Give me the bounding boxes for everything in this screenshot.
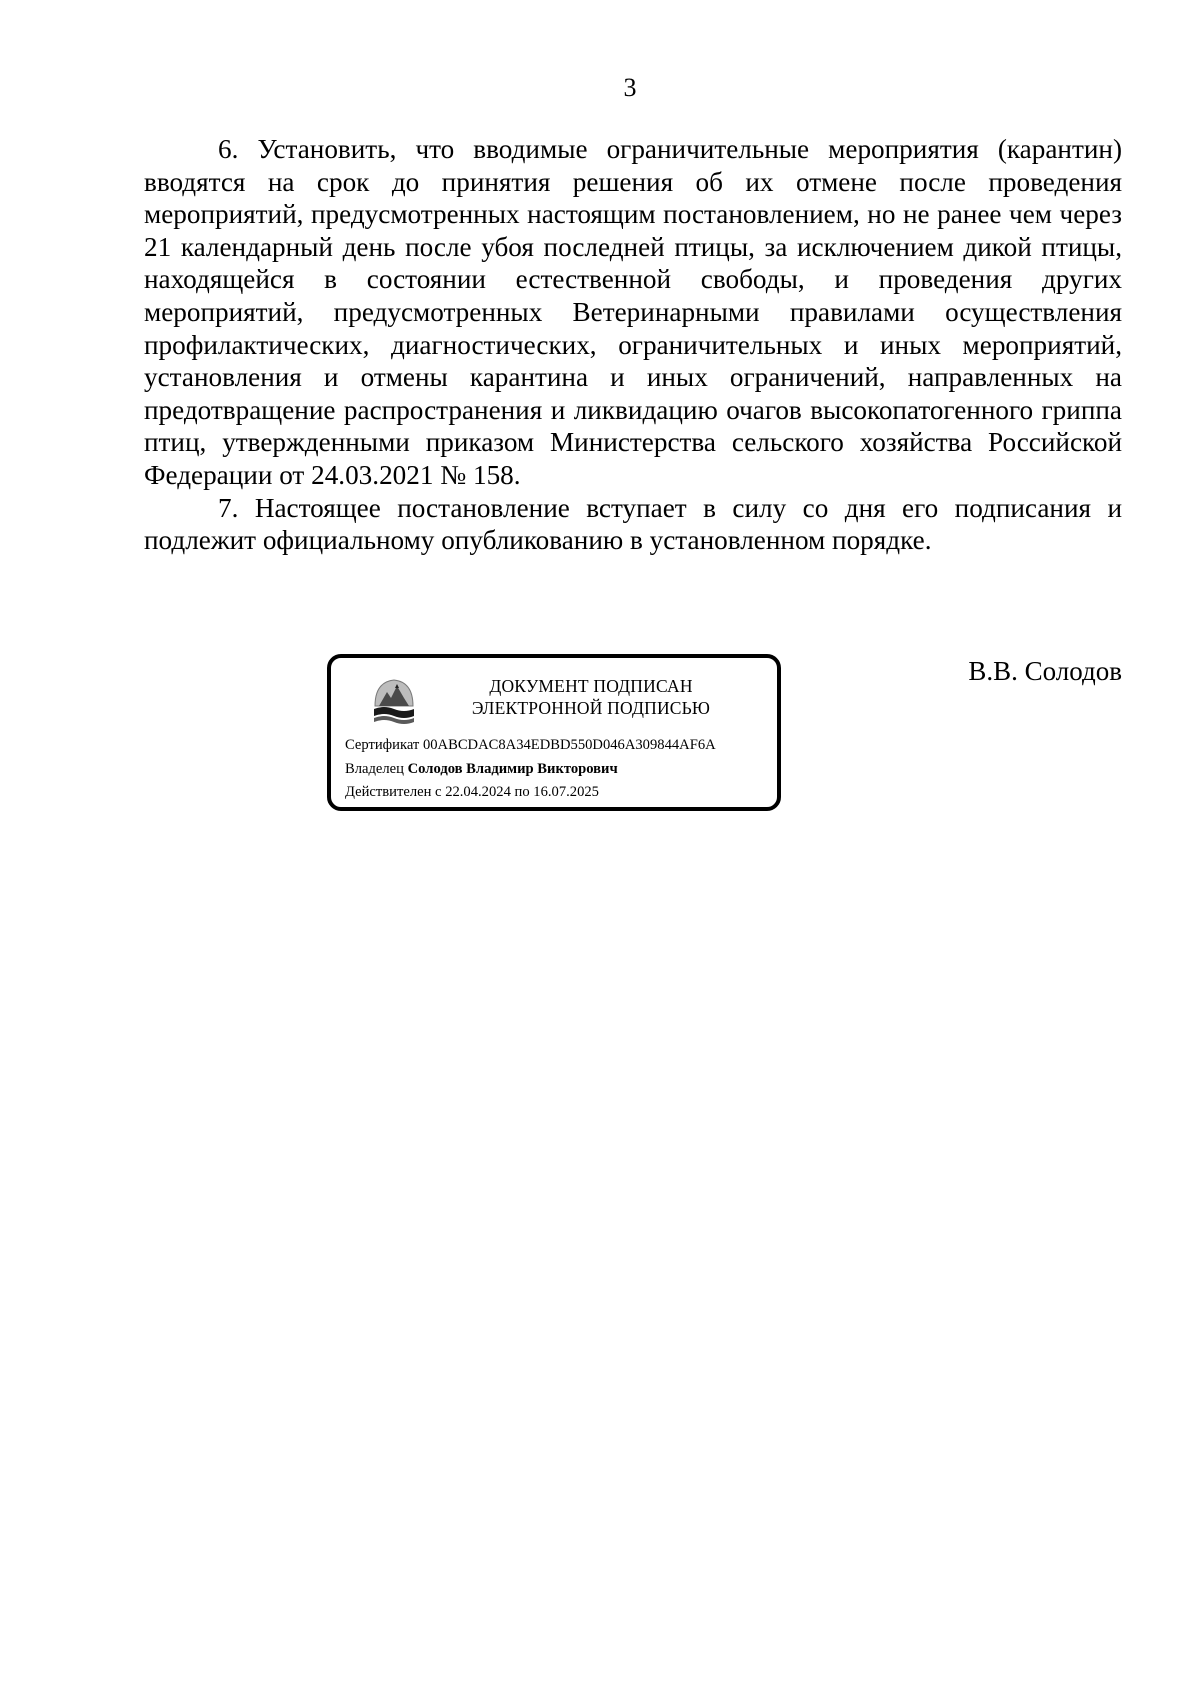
valid-label: Действителен с	[345, 784, 442, 800]
regional-coat-of-arms-icon	[371, 676, 417, 728]
owner-label: Владелец	[345, 761, 404, 777]
paragraph-6: 6. Установить, что вводимые ограничительные мероприятия (карантин) вводятся на срок до принятия решения об их отмене после проведения мероприятий, предусмотренных настоящим постановлением, но не ранее чем через 21 календарный день после убоя последней птицы, за исключением дикой птицы, находящейся в состоянии естественной свободы, и проведения других мероприятий, предусмотренных Ветеринарными правилами осуществления профилактических, диагностических, ограничительных и иных мероприятий, установления и отмены карантина и иных ограничений, направленных на предотвращение распространения и ликвидацию очагов высокопатогенного гриппа птиц, утвержденными приказом Министерства сельского хозяйства Российской Федерации от 24.03.2021 № 158.	[144, 134, 1122, 490]
signer-name: В.В. Солодов	[968, 656, 1122, 686]
stamp-owner	[345, 760, 618, 778]
stamp-title-line-1: ДОКУМЕНТ ПОДПИСАН	[489, 676, 693, 696]
certificate-label: Сертификат	[345, 737, 420, 753]
stamp-title	[441, 675, 741, 719]
page-number: 3	[623, 73, 637, 102]
document-body	[144, 133, 1122, 557]
paragraph-7: 7. Настоящее постановление вступает в силу со дня его подписания и подлежит официальному опубликованию в установленном порядке.	[144, 492, 1122, 556]
stamp-validity	[345, 783, 599, 801]
stamp-certificate	[345, 736, 716, 754]
certificate-value: 00ABCDAC8A34EDBD550D046A309844AF6A	[422, 737, 716, 753]
valid-from: 22.04.2024	[445, 784, 511, 800]
owner-value: Солодов Владимир Викторович	[407, 761, 618, 777]
electronic-signature-stamp	[327, 654, 781, 811]
stamp-title-line-2: ЭЛЕКТРОННОЙ ПОДПИСЬЮ	[471, 698, 711, 718]
valid-to-label: по	[514, 784, 530, 800]
valid-to: 16.07.2025	[533, 784, 599, 800]
